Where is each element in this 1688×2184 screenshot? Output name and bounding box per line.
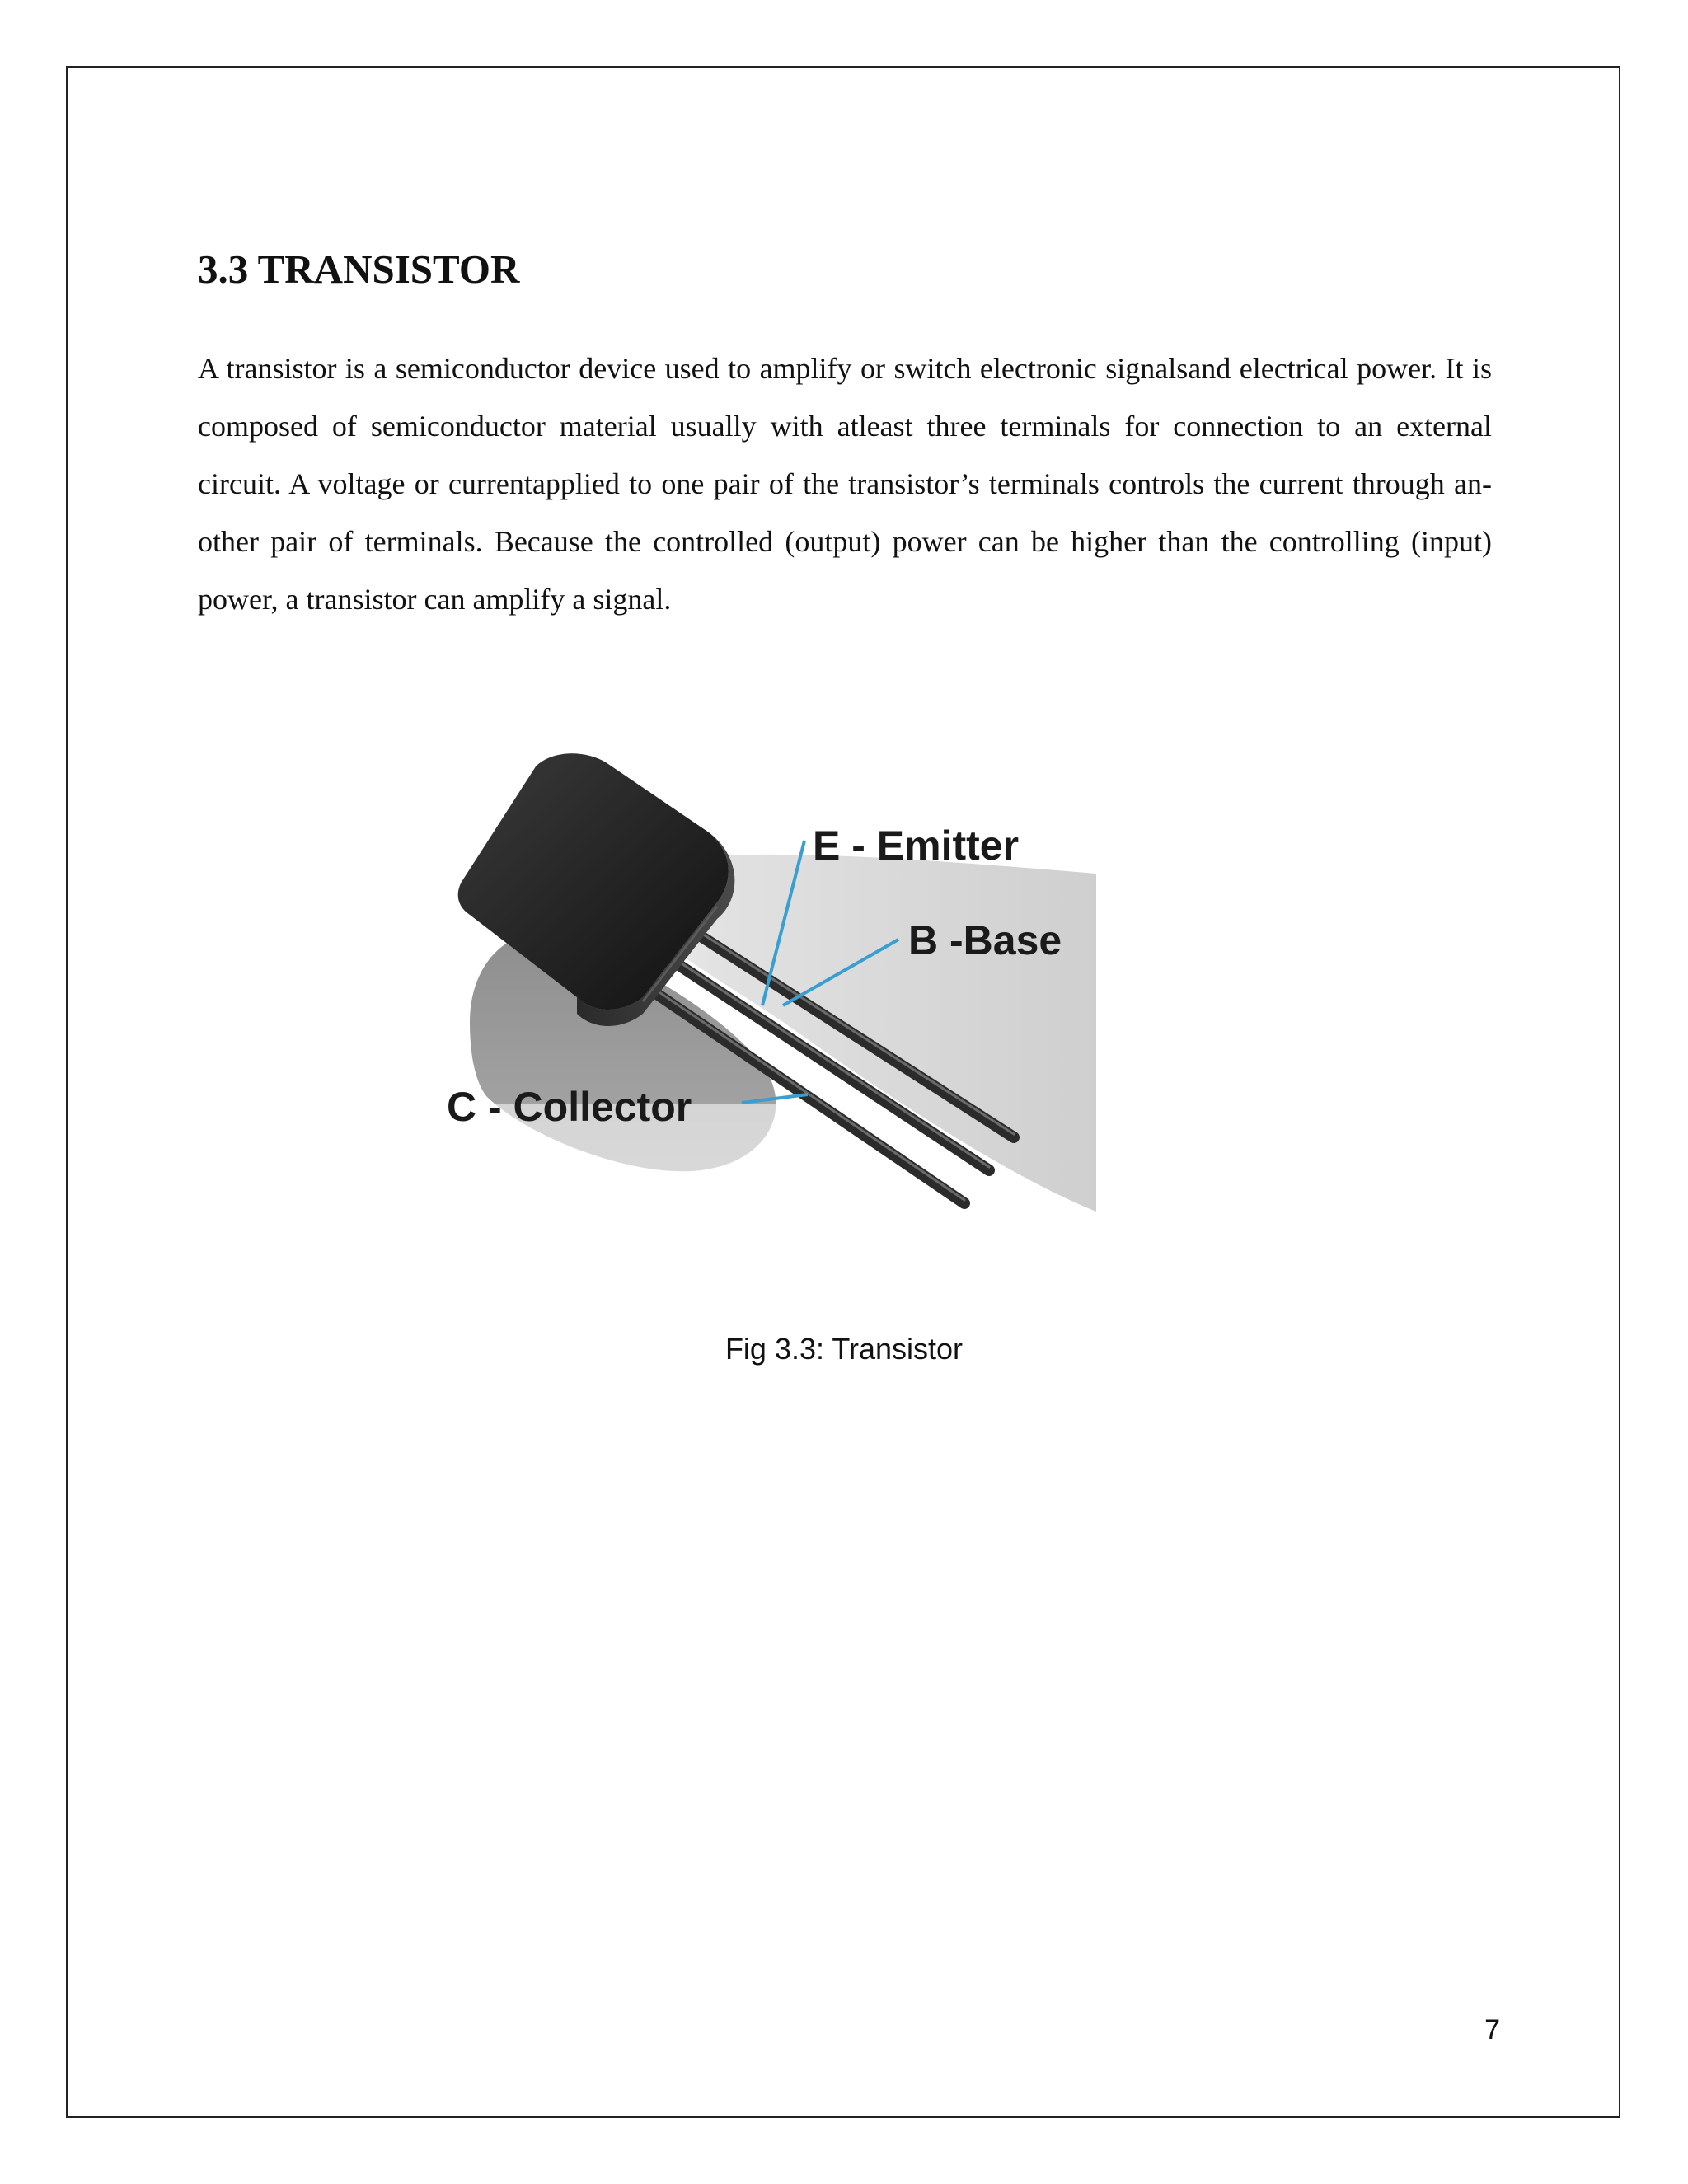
transistor-figure xyxy=(437,750,1104,1228)
figure-caption: Fig 3.3: Transistor xyxy=(724,1332,964,1366)
base-label: B -Base xyxy=(908,917,1062,963)
transistor-illustration xyxy=(437,750,1104,1228)
emitter-label: E - Emitter xyxy=(813,823,1020,869)
section-paragraph: A transistor is a semiconductor device used to amplify or switch electronic signalsand electrical power. It is composed of semiconductor material usually with atleast three terminals for connection to an external circuit. A voltage or currentapplied to one pair of the transistor’s terminals controls the current through an-other pair of terminals. Because the controlled (output) power can be higher than the controlling (input) power, a transistor can amplify a signal. xyxy=(198,352,1492,616)
page-number: 7 xyxy=(1484,2014,1500,2046)
section-heading: 3.3 TRANSISTOR xyxy=(198,246,520,292)
collector-label: C - Collector xyxy=(447,1084,692,1130)
